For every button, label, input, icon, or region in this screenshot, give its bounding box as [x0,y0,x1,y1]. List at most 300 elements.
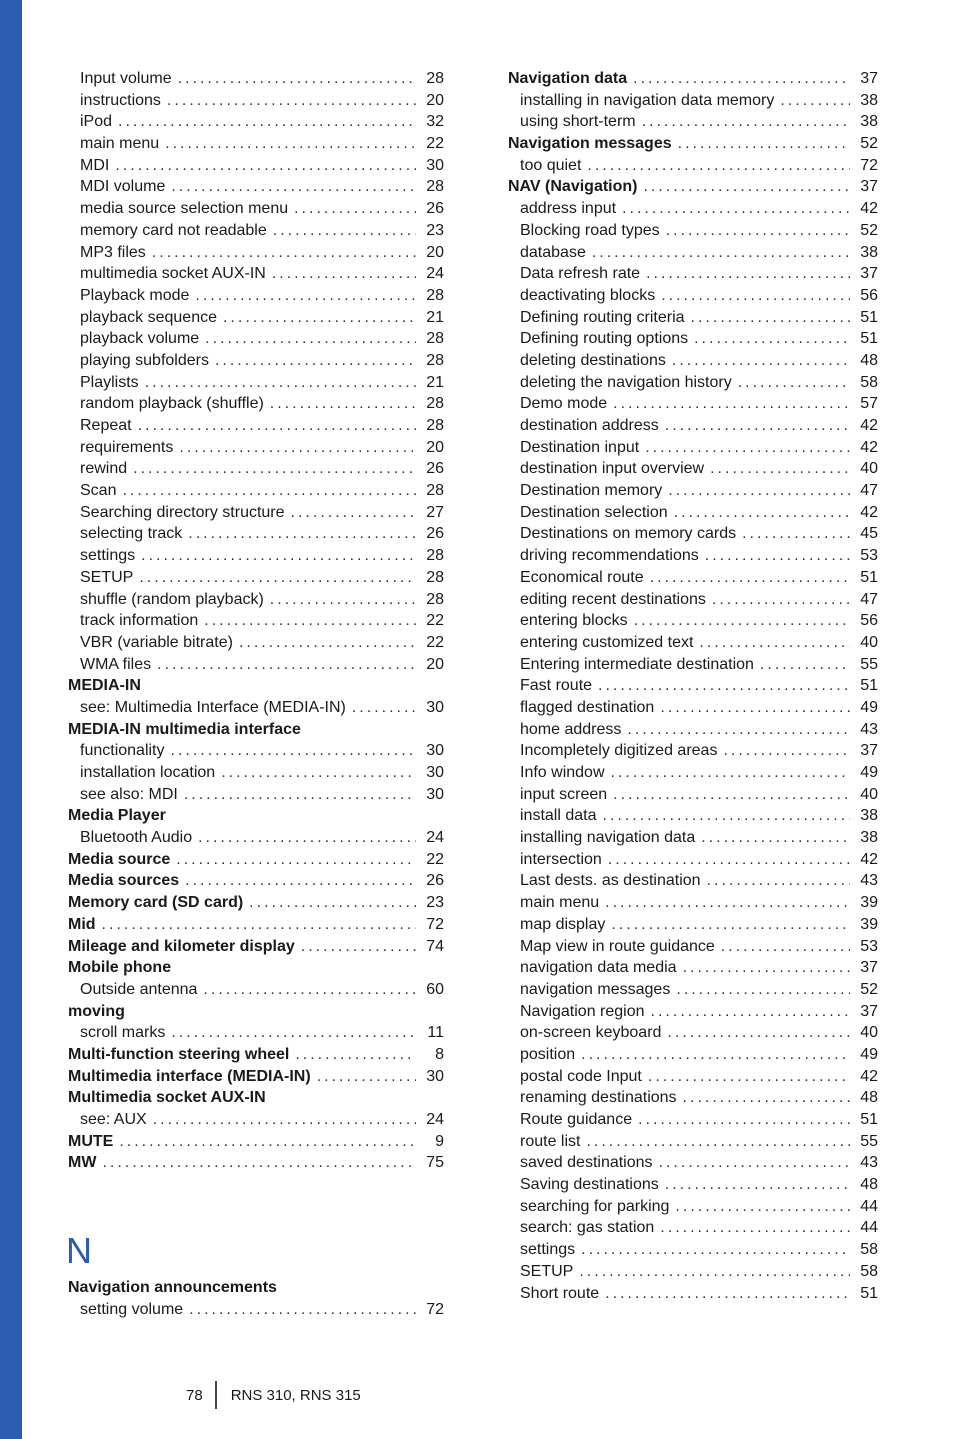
index-entry-page: 28 [426,178,444,196]
index-entry [68,90,444,112]
index-entry-page: 37 [860,70,878,87]
dot-leader [683,1087,850,1109]
index-entry-page: 40 [860,460,878,478]
dot-leader [189,1299,416,1321]
index-entry-label: searching for parking [520,1197,670,1215]
index-entry-page: 42 [860,438,878,456]
index-entry [508,415,878,437]
index-entry-label: Media source [68,850,171,868]
index-entry-label: installation location [80,764,216,781]
dot-leader [317,1066,416,1088]
index-entry-page: 75 [426,1154,444,1172]
index-entry-page: 55 [860,655,878,673]
index-entry-page: 37 [860,959,878,977]
index-entry-page: 52 [860,221,878,239]
index-entry [508,111,878,133]
index-entry [68,372,444,394]
index-entry-label: Memory card (SD card) [68,894,244,912]
index-entry [508,1131,878,1153]
dot-leader [613,393,850,415]
index-entry-page: 37 [860,742,878,760]
index-entry [68,827,444,849]
index-entry-label: navigation data media [520,959,677,977]
index-entry [508,437,878,459]
dot-leader [742,523,850,545]
dot-leader [598,675,850,697]
index-entry-label: Destination selection [520,503,668,521]
index-entry [508,393,878,415]
index-entry-label: Defining routing options [520,330,689,348]
index-entry-page: 47 [860,590,878,608]
index-entry-label: Outside antenna [80,980,198,998]
index-entry-label: playing subfolders [80,351,209,369]
index-entry [68,675,444,697]
index-entry-page: 38 [860,807,878,825]
index-entry-page: 48 [860,1176,878,1194]
dot-leader [587,155,850,177]
index-entry-page: 30 [426,156,444,174]
dot-leader [699,632,850,654]
dot-leader [660,1217,850,1239]
index-entry-page: 28 [426,590,444,608]
dot-leader [270,589,416,611]
index-entry-page: 22 [426,633,444,651]
index-entry [508,502,878,524]
index-entry-label: flagged destination [520,698,655,716]
index-entry-label: home address [520,720,622,738]
index-entry [508,805,878,827]
dot-leader [239,632,416,654]
dot-leader [118,111,416,133]
index-entry-page: 40 [860,1024,878,1042]
dot-leader [667,1022,850,1044]
index-entry-label: settings [80,547,136,565]
index-entry-label: Input volume [80,70,172,87]
index-entry-label: Mileage and kilometer display [68,937,295,955]
index-entry-page: 20 [426,655,444,673]
dot-leader [145,372,416,394]
index-entry [68,1001,444,1023]
index-entry [508,263,878,285]
index-entry [508,328,878,350]
index-entry-page: 39 [860,894,878,912]
index-entry [508,827,878,849]
index-entry-label: random playback (shuffle) [80,395,264,413]
index-entry-page: 47 [860,482,878,500]
dot-leader [611,762,851,784]
index-entry-label: playback volume [80,330,200,348]
dot-leader [195,285,416,307]
index-entry-label: destination address [520,417,659,434]
index-entry [508,957,878,979]
index-entry-label: Playlists [80,373,139,391]
index-entry [508,1022,878,1044]
index-entry [68,155,444,177]
index-entry-label: Entering intermediate destination [520,655,754,673]
index-entry [508,610,878,632]
index-entry-page: 49 [860,698,878,716]
index-entry [68,957,444,979]
index-entry [68,567,444,589]
dot-leader [153,1109,416,1131]
index-entry [508,870,878,892]
index-entry-page: 21 [426,308,444,326]
dot-leader [133,458,416,480]
index-entry [68,914,444,936]
index-entry [68,307,444,329]
index-entry-label: deactivating blocks [520,286,656,304]
index-entry-label: renaming destinations [520,1089,677,1107]
dot-leader [291,502,416,524]
dot-leader [221,762,416,784]
index-entry-label: route list [520,1132,581,1150]
section-letter: N [66,1230,92,1271]
index-entry-label: memory card not readable [80,221,267,239]
index-entry-label: MW [68,1154,97,1172]
index-entry-page: 30 [426,698,444,716]
index-entry-page: 26 [426,200,444,218]
index-entry-page: 38 [860,829,878,847]
index-entry-label: Demo mode [520,395,608,413]
dot-leader [188,523,416,545]
page-number: 78 [186,1386,203,1404]
index-entry-page: 32 [426,113,444,131]
dot-leader [622,198,850,220]
index-section-n [68,1277,444,1320]
index-entry-page: 37 [860,265,878,283]
index-entry-page: 11 [427,1024,444,1042]
index-entry-label: installing in navigation data memory [520,91,775,109]
dot-leader [707,870,850,892]
index-entry-label: entering customized text [520,633,694,651]
index-entry [68,697,444,719]
dot-leader [638,1109,850,1131]
index-entry [68,176,444,198]
index-entry-label: using short-term [520,113,636,131]
dot-leader [592,242,850,264]
dot-leader [273,220,416,242]
index-entry-label: Destination input [520,438,640,456]
index-entry-label: entering blocks [520,612,628,630]
index-entry-label: main menu [80,135,160,153]
index-entry [508,523,878,545]
index-entry [508,372,878,394]
dot-leader [659,1152,850,1174]
index-entry [68,242,444,264]
dot-leader [613,784,850,806]
index-entry-page: 40 [860,785,878,803]
dot-leader [676,979,850,1001]
index-entry [68,220,444,242]
dot-leader [204,610,416,632]
index-entry [508,480,878,502]
dot-leader [102,914,416,936]
index-entry [508,1196,878,1218]
index-entry-label: on-screen keyboard [520,1024,662,1042]
index-entry-label: Repeat [80,417,132,434]
index-entry-page: 74 [426,937,444,955]
index-entry-page: 28 [426,417,444,434]
index-entry [508,198,878,220]
index-entry [508,762,878,784]
dot-leader [701,827,850,849]
index-entry-page: 8 [435,1045,444,1063]
sidebar-accent-bar [0,0,22,1439]
index-entry-label: Destination memory [520,482,663,500]
index-entry-page: 28 [426,70,444,87]
index-entry-label: Defining routing criteria [520,308,685,326]
index-entry-label: database [520,243,586,261]
dot-leader [102,1152,416,1174]
index-entry-label: track information [80,612,199,630]
index-entry-page: 72 [426,915,444,933]
index-entry-page: 28 [426,395,444,413]
index-entry [508,654,878,676]
index-entry [68,1109,444,1131]
index-entry-page: 28 [426,482,444,500]
index-entry-label: driving recommendations [520,547,699,565]
index-entry-page: 60 [426,980,444,998]
index-entry-label: Economical route [520,568,644,586]
index-entry-label: MP3 files [80,243,146,261]
index-entry [68,870,444,892]
index-entry-label: Media sources [68,872,180,890]
dot-leader [215,350,416,372]
index-entry-label: map display [520,915,606,933]
dot-leader [295,1044,416,1066]
index-entry [508,285,878,307]
index-entry-page: 52 [860,135,878,153]
index-entry [68,263,444,285]
index-entry-label: too quiet [520,156,582,174]
index-entry-page: 51 [860,677,878,695]
dot-leader [272,263,416,285]
index-entry-label: iPod [80,113,113,131]
index-entry-label: Last dests. as destination [520,872,701,890]
dot-leader [294,198,416,220]
index-entry [68,285,444,307]
index-entry-page: 53 [860,937,878,955]
dot-leader [203,979,416,1001]
index-entry-label: shuffle (random playback) [80,590,264,608]
index-entry-page: 24 [426,1111,444,1128]
index-entry-page: 72 [860,156,878,174]
dot-leader [611,914,850,936]
dot-leader [643,176,850,198]
index-entry-page: 51 [860,308,878,326]
index-entry-label: Media Player [68,807,166,825]
dot-leader [249,892,416,914]
dot-leader [633,68,850,90]
dot-leader [171,1022,416,1044]
index-entry [68,654,444,676]
index-entry-label: Playback mode [80,286,190,304]
index-entry-label: Data refresh rate [520,265,641,283]
index-entry-page: 51 [860,1111,878,1128]
index-entry [68,545,444,567]
index-entry-label: WMA files [80,655,152,673]
index-entry-label: Info window [520,764,605,781]
index-entry-label: installing navigation data [520,829,696,847]
index-entry-label: Navigation announcements [68,1279,277,1296]
index-entry-page: 27 [426,503,444,521]
index-entry-label: Multimedia socket AUX-IN [68,1089,266,1107]
index-entry-page: 57 [860,395,878,413]
index-entry-page: 44 [860,1197,878,1215]
dot-leader [650,567,850,589]
index-entry-page: 9 [435,1132,444,1150]
index-entry [508,936,878,958]
footer-divider [215,1381,217,1409]
index-entry [68,480,444,502]
index-entry-label: see: AUX [80,1111,147,1128]
index-entry-label: functionality [80,742,165,760]
index-entry-page: 51 [860,330,878,348]
index-entry [508,589,878,611]
index-entry-page: 37 [860,178,878,196]
dot-leader [139,567,416,589]
index-entry-label: Navigation region [520,1002,645,1020]
index-entry-page: 21 [426,373,444,391]
index-entry [508,979,878,1001]
index-entry [68,328,444,350]
dot-leader [738,372,850,394]
index-entry [508,1261,878,1283]
dot-leader [223,307,416,329]
index-entry-page: 28 [426,547,444,565]
dot-leader [603,805,851,827]
index-entry-label: destination input overview [520,460,705,478]
dot-leader [167,90,416,112]
dot-leader [705,545,850,567]
dot-leader [179,437,416,459]
index-entry-label: intersection [520,850,602,868]
index-entry-label: Destinations on memory cards [520,525,737,543]
index-entry-label: position [520,1045,576,1063]
index-entry-page: 26 [426,525,444,543]
index-entry-page: 51 [860,568,878,586]
manual-model: RNS 310, RNS 315 [230,1386,361,1404]
index-entry-label: postal code Input [520,1067,642,1085]
index-entry [68,415,444,437]
index-entry [68,393,444,415]
dot-leader [115,155,416,177]
index-entry [508,675,878,697]
index-entry [508,458,878,480]
index-entry-page: 43 [860,720,878,738]
index-entry-label: Mobile phone [68,959,172,977]
index-entry-page: 38 [860,113,878,131]
index-entry-label: SETUP [80,568,134,586]
dot-leader [642,111,850,133]
index-entry-page: 48 [860,351,878,369]
dot-leader [646,263,850,285]
index-entry-label: Incompletely digitized areas [520,742,718,760]
index-entry-page: 28 [426,351,444,369]
index-entry-page: 23 [426,221,444,239]
index-entry-label: Multi-function steering wheel [68,1045,290,1063]
index-entry-page: 49 [860,764,878,781]
dot-leader [645,437,850,459]
index-entry [68,198,444,220]
index-entry-label: main menu [520,894,600,912]
dot-leader [627,719,850,741]
index-entry [68,523,444,545]
index-entry-page: 20 [426,438,444,456]
index-entry-label: SETUP [520,1262,574,1280]
dot-leader [171,176,416,198]
index-entry-label: selecting track [80,525,183,543]
index-entry [508,545,878,567]
index-entry [68,784,444,806]
index-entry-label: media source selection menu [80,200,289,218]
index-entry-page: 55 [860,1132,878,1150]
index-entry-label: editing recent destinations [520,590,706,608]
dot-leader [119,1131,416,1153]
index-entry-label: saved destinations [520,1154,653,1172]
index-entry [68,610,444,632]
dot-leader [674,502,850,524]
dot-leader [198,827,416,849]
index-entry [508,697,878,719]
dot-leader [694,328,850,350]
dot-leader [780,90,850,112]
dot-leader [581,1239,850,1261]
dot-leader [185,870,416,892]
index-entry-label: Searching directory structure [80,503,285,521]
index-entry-page: 30 [426,785,444,803]
index-entry-page: 24 [426,265,444,283]
index-entry-page: 44 [860,1219,878,1237]
index-entry-label: MEDIA-IN [68,677,141,695]
index-entry-label: Fast route [520,677,593,695]
dot-leader [205,328,416,350]
dot-leader [605,892,850,914]
index-entry-page: 51 [860,1284,878,1302]
index-entry [508,1239,878,1261]
index-entry [68,68,444,90]
index-entry [508,632,878,654]
index-entry-label: Navigation messages [508,135,672,153]
index-entry-page: 20 [426,91,444,109]
index-entry-page: 37 [860,1002,878,1020]
index-entry [508,1174,878,1196]
index-entry [68,1087,444,1109]
index-entry [68,849,444,871]
index-entry [508,220,878,242]
index-entry-page: 42 [860,850,878,868]
index-entry-page: 48 [860,1089,878,1107]
index-entry [68,502,444,524]
index-entry [68,133,444,155]
index-entry [508,1044,878,1066]
index-entry-page: 43 [860,1154,878,1172]
index-entry-label: Bluetooth Audio [80,829,193,847]
index-entry [68,1152,444,1174]
index-entry-page: 20 [426,243,444,261]
index-entry-page: 38 [860,243,878,261]
index-entry-page: 72 [426,1300,444,1318]
index-entry [508,90,878,112]
index-entry-label: MDI volume [80,178,166,196]
index-entry-label: instructions [80,91,161,109]
index-entry-page: 40 [860,633,878,651]
index-entry-page: 24 [426,829,444,847]
index-entry-page: 42 [860,200,878,218]
index-entry-page: 22 [426,850,444,868]
index-entry-page: 45 [860,525,878,543]
index-entry-page: 43 [860,872,878,890]
